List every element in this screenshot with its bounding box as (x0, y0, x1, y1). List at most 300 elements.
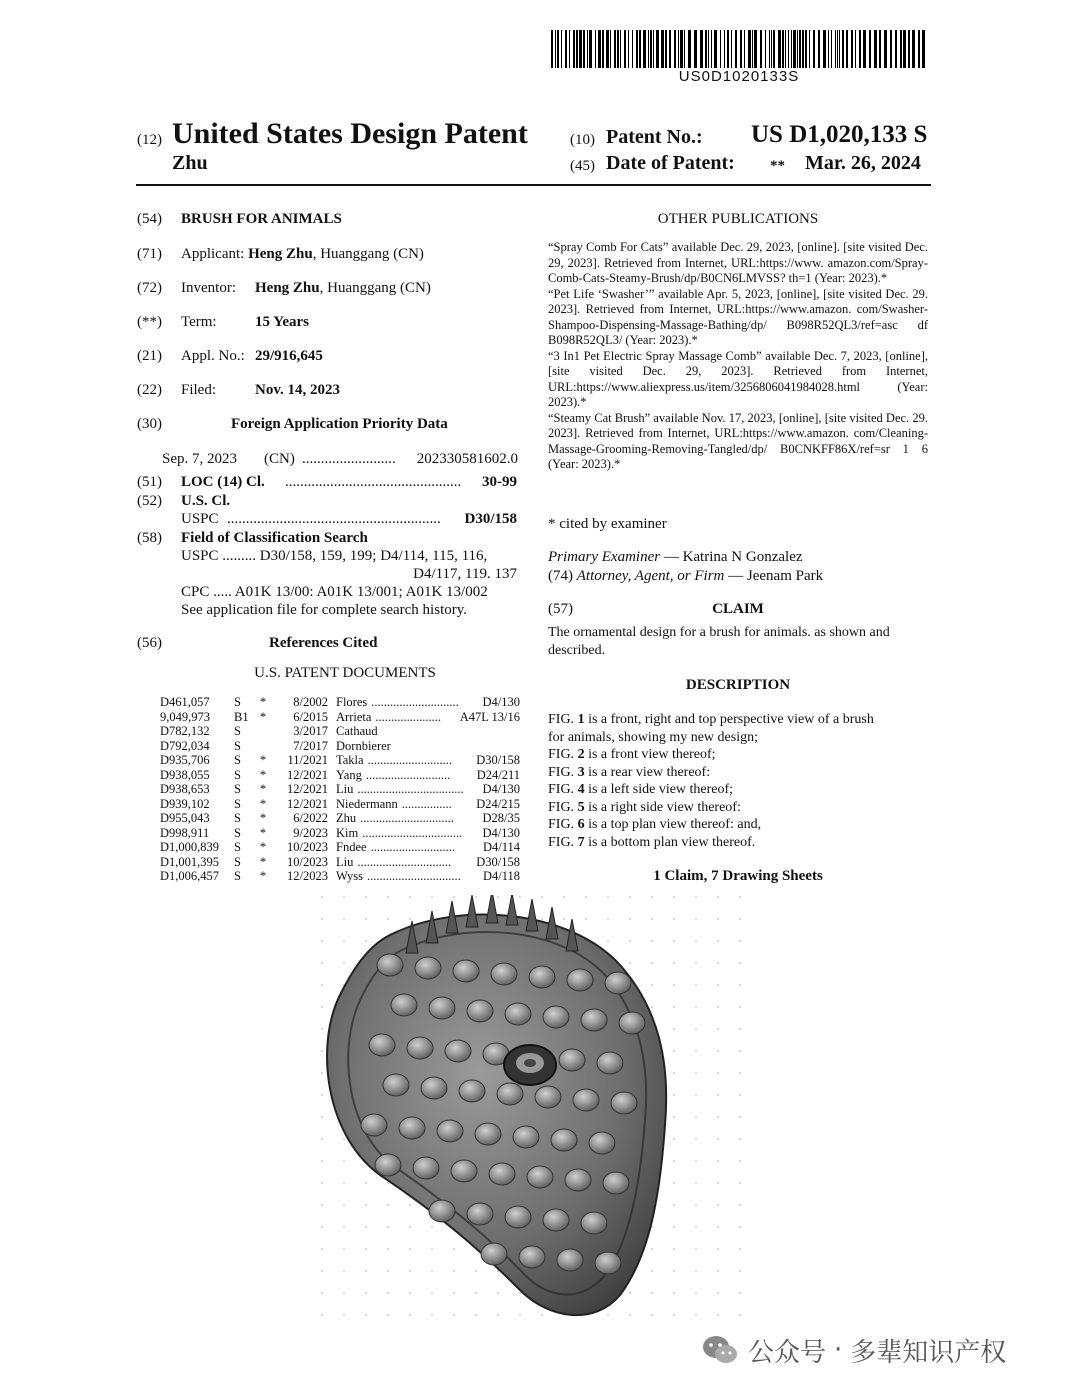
barcode-bar (771, 30, 772, 68)
reference-date: 8/2002 (293, 695, 328, 709)
barcode (551, 30, 927, 68)
reference-kind: S (234, 840, 241, 854)
search-line-4: See application file for complete search history. (181, 602, 468, 618)
barcode-bar (643, 30, 646, 68)
bristle-nub (429, 1200, 455, 1222)
reference-class: A47L 13/16 (459, 709, 520, 724)
barcode-bar (809, 30, 810, 68)
us-patent-documents: U.S. PATENT DOCUMENTS (254, 665, 436, 681)
barcode-bar (598, 30, 601, 68)
claim-heading (548, 600, 928, 619)
reference-inventor: Takla (336, 753, 364, 767)
bristle-nub (467, 1000, 493, 1022)
figure-number: 7 (577, 834, 585, 850)
field-code: (71) (137, 246, 162, 262)
reference-row (160, 811, 520, 826)
reference-date: 12/2021 (287, 782, 328, 796)
barcode-bar (918, 30, 920, 68)
bristle-nub (527, 1166, 553, 1188)
reference-kind: S (234, 782, 241, 796)
barcode-bar (576, 30, 578, 68)
barcode-bar (694, 30, 697, 68)
reference-kind: S (234, 869, 241, 883)
bristle-nub (551, 1129, 577, 1151)
field-code: (22) (137, 382, 162, 398)
reference-star: * (259, 811, 267, 825)
primary-examiner (548, 548, 803, 567)
claim-title: CLAIM (712, 601, 764, 617)
inventor-name: Heng Zhu (255, 280, 320, 296)
loc-dots: ............................................... (285, 474, 462, 490)
reference-name (336, 811, 481, 826)
description-line (548, 799, 933, 817)
reference-kind: S (234, 738, 241, 753)
bristle-nub (407, 1037, 433, 1059)
barcode-bar (569, 30, 570, 68)
term-label: Term: (181, 314, 217, 330)
desc-text: is a left side view thereof; (584, 782, 734, 797)
barcode-bar (778, 30, 781, 68)
reference-kind: S (234, 796, 241, 811)
reference-kind: S (234, 854, 241, 869)
barcode-bar (754, 30, 757, 68)
reference-number: D955,043 (160, 811, 210, 825)
reference-kind: S (234, 753, 241, 767)
reference-row (160, 840, 520, 855)
reference-dots: ................................ (362, 825, 463, 840)
reference-number: D935,706 (160, 753, 210, 767)
applicant-name: Heng Zhu (248, 246, 313, 262)
field-71 (137, 245, 424, 264)
barcode-bar (565, 30, 567, 68)
figure-number: 2 (577, 747, 585, 762)
barcode-bar (669, 30, 671, 68)
reference-inventor: Liu (336, 782, 354, 796)
desc-prefix: FIG. (548, 764, 578, 780)
reference-name (336, 855, 474, 870)
desc-prefix: FIG. (548, 817, 578, 832)
reference-star: * (259, 825, 267, 840)
publication-item: “3 In1 Pet Electric Spray Massage Comb” available Dec. 7, 2023, [online], [site visited Dec. 29, 2023]. Retrieved from Internet, URL:https://www.aliexpress.us/item/3256806041984028.html (Year: 2023).* (548, 348, 928, 409)
patent-date: Mar. 26, 2024 (805, 152, 921, 174)
barcode-bar (802, 30, 804, 68)
priority-country: (CN) (264, 451, 295, 467)
barcode-bar (589, 30, 592, 68)
bristle-nub (505, 1206, 531, 1228)
barcode-bar (879, 30, 881, 68)
reference-name (336, 768, 475, 783)
field-51 (137, 473, 517, 492)
field-term (137, 313, 309, 332)
barcode-bar (839, 30, 840, 68)
applicant-label: Applicant: (181, 246, 245, 262)
reference-inventor: Cathaud (336, 724, 378, 738)
figure-number: 6 (577, 817, 585, 832)
code-12: (12) (137, 132, 162, 148)
watermark-name: 多辈知识产权 (850, 1337, 1007, 1368)
desc-text: is a rear view thereof: (584, 764, 711, 780)
barcode-bar (912, 30, 915, 68)
reference-number: D792,034 (160, 738, 210, 753)
barcode-bar (561, 30, 562, 68)
reference-star: * (259, 796, 267, 811)
bristle-nub (415, 957, 441, 979)
reference-date: 12/2021 (287, 796, 328, 811)
reference-dots: .............................. (360, 811, 454, 825)
field-56 (137, 634, 517, 653)
search-title: Field of Classification Search (181, 530, 368, 546)
design-title: BRUSH FOR ANIMALS (181, 211, 342, 227)
bristle-nub (375, 1154, 401, 1176)
barcode-bar (557, 30, 559, 68)
reference-number: D1,006,457 (160, 869, 220, 883)
references-table (160, 695, 520, 884)
reference-name (336, 753, 474, 768)
reference-star (256, 724, 270, 739)
bristle-nub (391, 994, 417, 1016)
bristle-nub (377, 954, 403, 976)
barcode-bar (884, 30, 887, 68)
bristle-nub (611, 1092, 637, 1114)
center-port (504, 1045, 556, 1085)
reference-dots: ........................... (370, 840, 455, 854)
field-code: (54) (137, 211, 162, 227)
barcode-bar (785, 30, 786, 68)
search-line-3: CPC ..... A01K 13/00: A01K 13/001; A01K 13/002 (181, 584, 488, 600)
reference-star: * (259, 767, 267, 782)
bristle-nub (559, 1049, 585, 1071)
publication-item: “Steamy Cat Brush” available Nov. 17, 2023, [online], [site visited Dec. 29. 2023]. Retrieved from Internet, URL:https://www.amazon. com/Cleaning-Massage-Grooming-Removing-Tangled/dp/ B0CNKFF86X/ref=sr 1 6 (Year: 2023).* (548, 410, 928, 471)
patent-no-label: Patent No.: (606, 126, 703, 148)
barcode-bar (639, 30, 641, 68)
barcode-bar (735, 30, 737, 68)
watermark-dot: · (834, 1335, 843, 1365)
description-line (548, 729, 933, 747)
barcode-bar (859, 30, 861, 68)
barcode-bar (731, 30, 732, 68)
barcode-bar (828, 30, 829, 68)
desc-text: is a top plan view thereof: and, (584, 817, 762, 832)
bristle-nub (529, 966, 555, 988)
reference-dots: ................ (401, 796, 452, 811)
barcode-bar (583, 30, 585, 68)
us-cl-label: U.S. Cl. (181, 493, 231, 509)
reference-star: * (259, 869, 267, 883)
barcode-bar (632, 30, 633, 68)
bristle-nub (605, 972, 631, 994)
reference-class: D4/114 (482, 840, 520, 854)
barcode-bar (587, 30, 588, 68)
field-30 (137, 415, 517, 434)
desc-prefix: FIG. (548, 782, 578, 797)
claim-text: The ornamental design for a brush for animals. as shown and described. (548, 625, 890, 658)
barcode-bar (744, 30, 745, 68)
reference-number: D939,102 (160, 796, 210, 811)
inventor-surname: Zhu (172, 152, 208, 174)
appl-no-label: Appl. No.: (181, 348, 245, 364)
reference-dots: ........................... (367, 753, 452, 767)
bristle-nub (489, 1163, 515, 1185)
barcode-bar (653, 30, 654, 68)
desc-text: is a front, right and top perspective view of a brush (584, 712, 874, 727)
bristle-nub (589, 1132, 615, 1154)
field-code: (74) (548, 568, 573, 584)
uspc-dots: ......................................................... (227, 511, 441, 527)
figure-number: 1 (577, 712, 585, 727)
barcode-bar (614, 30, 616, 68)
appl-no-value: 29/916,645 (255, 348, 323, 364)
reference-dots: ..................... (375, 709, 442, 724)
bristle-nub (491, 963, 517, 985)
description-line (548, 834, 933, 852)
bristle-nub (445, 1040, 471, 1062)
priority-row (162, 450, 518, 469)
inventor-label: Inventor: (181, 280, 236, 296)
reference-number: D998,911 (160, 825, 210, 840)
field-52 (137, 492, 230, 511)
barcode-bar (617, 30, 619, 68)
barcode-bar (813, 30, 815, 68)
figure-number: 4 (577, 782, 585, 797)
barcode-bar (740, 30, 742, 68)
reference-dots: ........................... (365, 767, 451, 782)
bristle-nub (567, 969, 593, 991)
desc-text: is a right side view thereof: (584, 799, 741, 815)
reference-row (160, 710, 520, 725)
bristle-nub (399, 1117, 425, 1139)
barcode-bar (579, 30, 582, 68)
barcode-bar (724, 30, 725, 68)
bristle-nub (369, 1034, 395, 1056)
bristle-nub (565, 1169, 591, 1191)
header-rule (136, 184, 931, 186)
barcode-bar (823, 30, 826, 68)
barcode-bar (869, 30, 871, 68)
reference-class: D24/215 (476, 796, 520, 811)
barcode-bar (797, 30, 798, 68)
reference-star: * (259, 854, 267, 869)
reference-date: 10/2023 (287, 840, 328, 854)
reference-row (160, 724, 520, 739)
field-72 (137, 279, 431, 298)
barcode-bar (551, 30, 553, 68)
description-line (548, 764, 933, 782)
inventor-location: , Huanggang (CN) (319, 280, 431, 296)
reference-kind: B1 (234, 709, 249, 724)
cited-by-examiner: * cited by examiner (548, 516, 667, 532)
reference-kind: S (234, 767, 241, 782)
reference-number: D938,653 (160, 782, 210, 796)
barcode-bar (922, 30, 925, 68)
loc-value: 30-99 (482, 474, 517, 490)
bristle-nub (543, 1006, 569, 1028)
barcode-bar (674, 30, 676, 68)
reference-name (336, 840, 481, 855)
barcode-bar (908, 30, 910, 68)
examiner-name: — Katrina N Gonzalez (660, 549, 803, 565)
reference-date: 9/2023 (293, 825, 328, 840)
barcode-bar (903, 30, 906, 68)
barcode-bar (606, 30, 609, 68)
reference-star: * (259, 782, 267, 796)
barcode-bar (573, 30, 575, 68)
reference-row (160, 782, 520, 797)
bristle-nub (543, 1209, 569, 1231)
figure-number: 3 (577, 764, 585, 780)
claims-sheets: 1 Claim, 7 Drawing Sheets (653, 868, 823, 884)
description-list (548, 711, 933, 851)
desc-text: is a front view thereof; (584, 747, 716, 762)
reference-kind: S (234, 695, 241, 709)
reference-class: D4/130 (482, 782, 520, 796)
reference-number: D1,001,395 (160, 854, 220, 869)
reference-star: * (259, 840, 267, 854)
reference-class: D30/158 (476, 753, 520, 767)
bristle-nub (519, 1246, 545, 1268)
barcode-bar (595, 30, 596, 68)
bristle-nub (557, 1249, 583, 1271)
barcode-bar (842, 30, 844, 68)
barcode-bar (711, 30, 712, 68)
reference-inventor: Liu (336, 854, 354, 869)
reference-class (518, 724, 520, 739)
bristle-nub (421, 1077, 447, 1099)
barcode-bar (846, 30, 848, 68)
barcode-bar (835, 30, 836, 68)
barcode-bar (895, 30, 897, 68)
barcode-bar (890, 30, 892, 68)
reference-row (160, 768, 520, 783)
bristle-nub (459, 1080, 485, 1102)
reference-date: 6/2015 (293, 709, 328, 724)
bristle-nub (361, 1114, 387, 1136)
barcode-bar (688, 30, 691, 68)
reference-class: D30/158 (476, 854, 520, 869)
applicant-location: , Huanggang (CN) (312, 246, 424, 262)
attorney (548, 567, 823, 586)
attorney-name: — Jeenam Park (724, 568, 824, 584)
reference-name (336, 826, 481, 841)
code-10: (10) (570, 132, 595, 148)
brush-perspective-drawing (320, 895, 760, 1320)
reference-row (160, 695, 520, 710)
bristle-nub (535, 1086, 561, 1108)
reference-name (336, 710, 458, 725)
reference-number: 9,049,973 (160, 709, 210, 724)
reference-dots: ............................ (371, 695, 459, 709)
priority-title: Foreign Application Priority Data (231, 416, 448, 432)
reference-row (160, 739, 520, 754)
barcode-bar (793, 30, 796, 68)
desc-prefix: FIG. (548, 712, 578, 727)
reference-kind: S (234, 724, 241, 738)
barcode-bar (624, 30, 626, 68)
reference-inventor: Zhu (336, 811, 357, 825)
bristle-nub (481, 1243, 507, 1265)
reference-star (256, 739, 270, 754)
barcode-bar (788, 30, 789, 68)
barcode-bar (555, 30, 556, 68)
reference-inventor: Kim (336, 825, 359, 840)
field-code: (**) (137, 314, 162, 330)
term-value: 15 Years (255, 314, 310, 330)
bristle-nub (467, 1203, 493, 1225)
reference-inventor: Arrieta (336, 709, 372, 724)
reference-row (160, 826, 520, 841)
filed-label: Filed: (181, 382, 217, 398)
bristle-nub (437, 1120, 463, 1142)
barcode-bar (678, 30, 679, 68)
barcode-bar (656, 30, 659, 68)
bristle-nub (453, 960, 479, 982)
barcode-bar (661, 30, 664, 68)
reference-inventor: Flores (336, 695, 368, 709)
barcode-text: US0D1020133S (678, 68, 800, 85)
publication-item: “Pet Life ‘Swasher’” available Apr. 5, 2023, [online], [site visited Dec. 29. 2023]. Retrieved from Internet, URL:https://www.amazon. com/Swasher-Shampoo-Dispensing-Massage-Bathing/dp/ B098R52QL3/ref=asc df B098R52QL3/ (Year: 2023).* (548, 286, 928, 347)
watermark-account: 公众号 (748, 1337, 827, 1368)
field-code: (52) (137, 493, 162, 509)
reference-name (336, 739, 518, 754)
barcode-bar (610, 30, 611, 68)
desc-text: is a bottom plan view thereof. (584, 834, 756, 850)
barcode-bar (760, 30, 762, 68)
bristle-nub (603, 1172, 629, 1194)
date-mark: ** (770, 158, 785, 174)
barcode-bar (700, 30, 703, 68)
reference-class (518, 739, 520, 754)
field-code: (30) (137, 416, 162, 432)
description-line (548, 781, 933, 799)
barcode-bar (851, 30, 853, 68)
reference-inventor: Niedermann (336, 796, 398, 811)
bristle-nub (475, 1123, 501, 1145)
publication-item: “Spray Comb For Cats” available Dec. 29, 2023, [online]. [site visited Dec. 29, 2023]. Retrieved from Internet, URL:https://www. amazon.com/Spray-Comb-Cats-Steamy-Brush/dp/B0CN6LMVSS? th=1 (Year: 2023).* (548, 240, 928, 285)
reference-star: * (259, 753, 267, 767)
barcode-bar (765, 30, 766, 68)
barcode-bar (805, 30, 807, 68)
barcode-bar (648, 30, 649, 68)
reference-star: * (259, 695, 267, 709)
desc-prefix: FIG. (548, 747, 578, 762)
bristle-nub (505, 1003, 531, 1025)
barcode-bar (665, 30, 667, 68)
reference-number: D1,000,839 (160, 840, 220, 854)
desc-prefix: FIG. (548, 834, 578, 850)
barcode-bar (752, 30, 753, 68)
barcode-bar (720, 30, 721, 68)
field-code: (21) (137, 348, 162, 364)
field-54 (137, 210, 342, 229)
reference-inventor: Wyss (336, 869, 364, 883)
reference-kind: S (234, 825, 241, 840)
priority-number: 202330581602.0 (416, 451, 518, 467)
barcode-bar (620, 30, 621, 68)
barcode-bar (714, 30, 717, 68)
search-line-1: USPC ......... D30/158, 159, 199; D4/114, 115, 116, (181, 548, 488, 564)
reference-date: 11/2021 (287, 753, 328, 767)
reference-kind: S (234, 811, 241, 825)
barcode-bar (855, 30, 856, 68)
reference-row (160, 753, 520, 768)
priority-dots: ......................... (302, 451, 396, 467)
reference-name (336, 782, 481, 797)
field-code: (57) (548, 601, 573, 617)
references-title: References Cited (269, 635, 378, 651)
filed-value: Nov. 14, 2023 (255, 382, 341, 398)
document-title: United States Design Patent (172, 117, 528, 150)
bristle-nub (619, 1012, 645, 1034)
barcode-bar (782, 30, 784, 68)
